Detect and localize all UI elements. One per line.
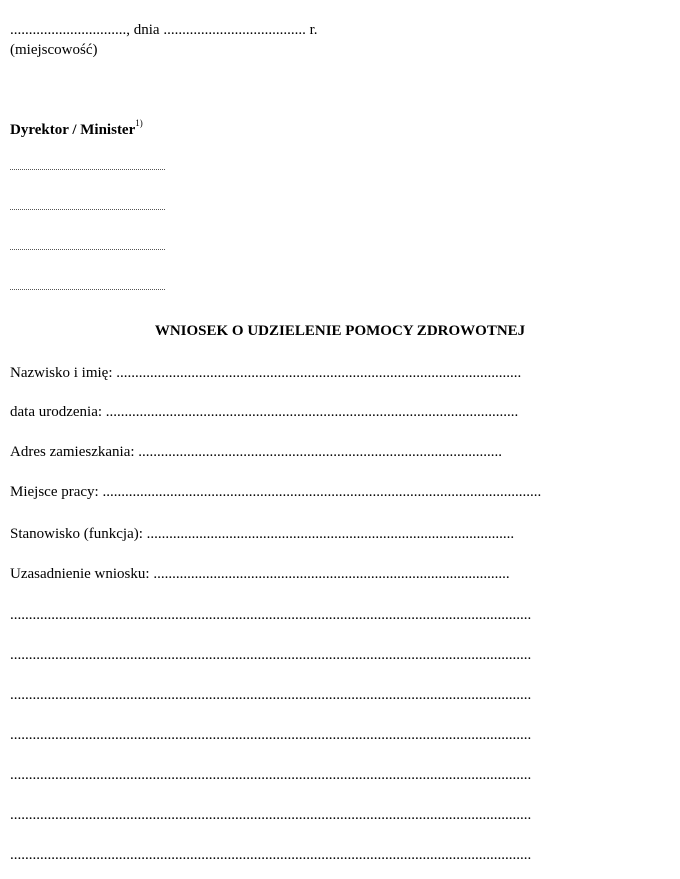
- field-name: [10, 364, 666, 382]
- place-date-line: [10, 21, 318, 39]
- field-label: data urodzenia:: [10, 404, 103, 420]
- address-line-3[interactable]: [10, 249, 165, 250]
- address-line-2[interactable]: [10, 209, 165, 210]
- footnote-mark: 1): [135, 118, 143, 128]
- field-position-dots[interactable]: ..................................................................................................: [146, 526, 515, 542]
- justification-line-1[interactable]: ...........................................................................................................................................: [10, 607, 532, 623]
- place-caption: (miejscowość): [10, 42, 98, 58]
- field-birthdate-dots[interactable]: ..............................................................................................................: [105, 404, 519, 420]
- justification-line-7[interactable]: ...........................................................................................................................................: [10, 847, 532, 863]
- field-position: [10, 525, 670, 543]
- addressee-title: Dyrektor / Minister: [10, 122, 136, 138]
- date-dots[interactable]: ......................................: [163, 22, 306, 38]
- field-name-dots[interactable]: ............................................................................................................: [116, 365, 522, 381]
- addressee-heading: [10, 118, 143, 139]
- date-word: , dnia: [126, 22, 160, 38]
- form-title: WNIOSEK O UDZIELENIE POMOCY ZDROWOTNEJ: [154, 323, 526, 339]
- field-address-dots[interactable]: .................................................................................................: [138, 444, 503, 460]
- place-dots[interactable]: ...............................: [10, 22, 127, 38]
- field-label: Nazwisko i imię:: [10, 365, 113, 381]
- justification-line-6[interactable]: ...........................................................................................................................................: [10, 807, 532, 823]
- address-line-4[interactable]: [10, 289, 165, 290]
- address-line-1[interactable]: [10, 169, 165, 170]
- field-label: Uzasadnienie wniosku:: [10, 566, 150, 582]
- field-label: Miejsce pracy:: [10, 484, 99, 500]
- field-address: [10, 443, 660, 461]
- field-justification: [10, 565, 676, 583]
- field-label: Stanowisko (funkcja):: [10, 526, 143, 542]
- year-suffix: r.: [309, 22, 318, 38]
- justification-line-3[interactable]: ...........................................................................................................................................: [10, 687, 532, 703]
- justification-line-4[interactable]: ...........................................................................................................................................: [10, 727, 532, 743]
- field-label: Adres zamieszkania:: [10, 444, 135, 460]
- justification-line-5[interactable]: ...........................................................................................................................................: [10, 767, 532, 783]
- field-workplace-dots[interactable]: .....................................................................................................................: [102, 484, 542, 500]
- field-birthdate: [10, 403, 666, 421]
- field-workplace: [10, 483, 670, 501]
- field-justification-dots[interactable]: ...............................................................................................: [153, 566, 510, 582]
- justification-line-2[interactable]: ...........................................................................................................................................: [10, 647, 532, 663]
